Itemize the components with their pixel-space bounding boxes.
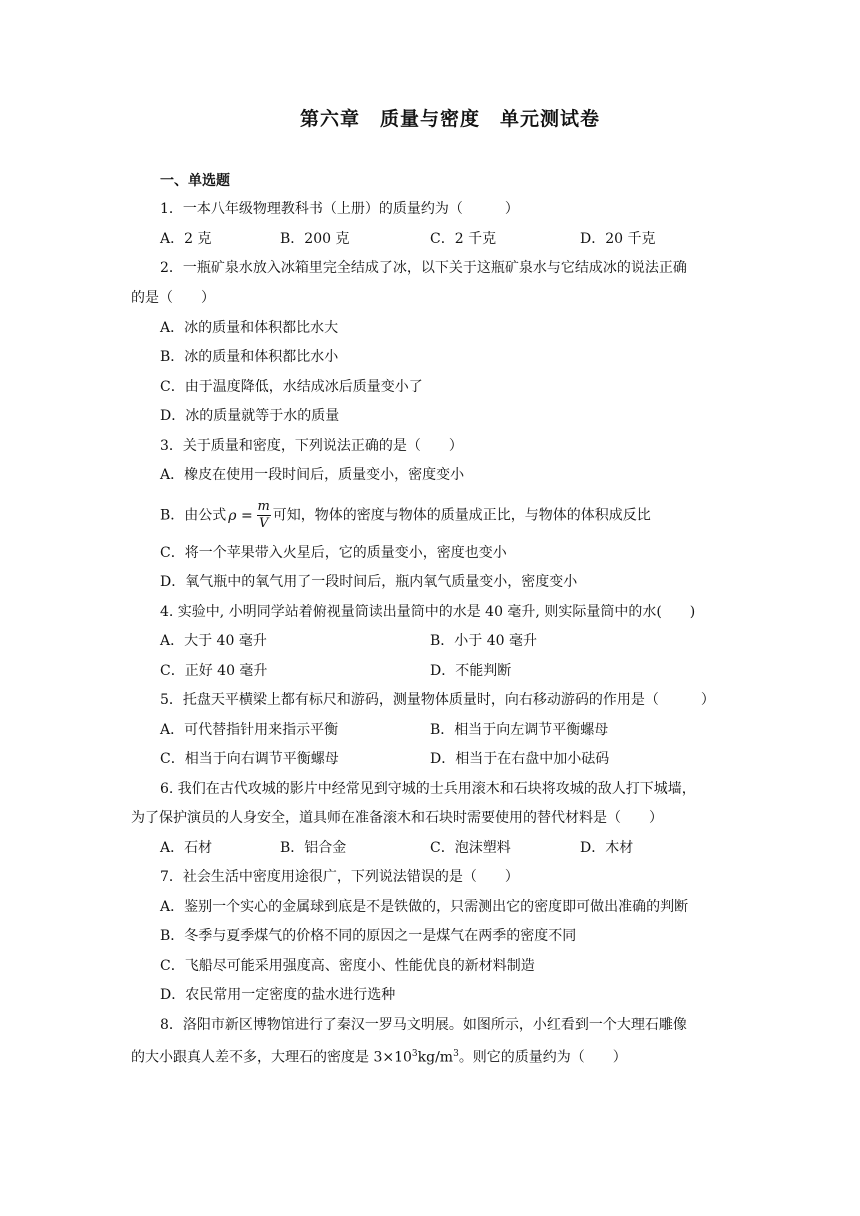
question-5-stem: 5．托盘天平横梁上都有标尺和游码，测量物体质量时，向右移动游码的作用是（ ） (160, 692, 715, 708)
question-5-option-c: C．相当于向右调节平衡螺母 (160, 751, 339, 767)
q8-line2-prefix: 的大小跟真人差不多，大理石的密度是 3×10 (131, 1049, 412, 1066)
fraction-numerator: m (257, 499, 270, 514)
question-2-option-b: B．冰的质量和体积都比水小 (160, 349, 339, 365)
question-7-option-b: B．冬季与夏季煤气的价格不同的原因之一是煤气在两季的密度不同 (160, 928, 577, 944)
question-6-stem-line-2: 为了保护演员的人身安全，道具师在准备滚木和石块时需要使用的替代材料是（ ） (131, 810, 663, 826)
question-1-option-a: A．2 克 (160, 231, 212, 247)
question-2-option-d: D．冰的质量就等于水的质量 (160, 408, 340, 424)
question-3-option-d: D．氧气瓶中的氧气用了一段时间后，瓶内氧气质量变小，密度变小 (160, 574, 578, 590)
question-2-stem-line-1: 2．一瓶矿泉水放入冰箱里完全结成了冰，以下关于这瓶矿泉水与它结成冰的说法正确 (160, 260, 687, 276)
question-6-stem-line-1: 6. 我们在古代攻城的影片中经常见到守城的士兵用滚木和石块将攻城的敌人打下城墙， (160, 781, 696, 797)
question-2-option-a: A．冰的质量和体积都比水大 (160, 320, 339, 336)
question-7-option-c: C．飞船尽可能采用强度高、密度小、性能优良的新材料制造 (160, 958, 535, 974)
fraction-denominator: V (259, 516, 269, 531)
section-heading: 一、单选题 (160, 173, 230, 189)
q8-exponent: 3 (411, 1049, 418, 1059)
question-8-stem-line-1: 8．洛阳市新区博物馆进行了秦汉一罗马文明展。如图所示，小红看到一个大理石雕像 (160, 1017, 687, 1033)
question-7-option-a: A．鉴别一个实心的金属球到底是不是铁做的，只需测出它的密度即可做出准确的判断 (160, 899, 689, 915)
q8-line2-suffix: 。则它的质量约为（ ） (458, 1049, 627, 1066)
option-b-suffix: 可知，物体的密度与物体的质量成正比，与物体的体积成反比 (272, 507, 651, 524)
density-fraction (257, 500, 271, 531)
question-5-option-d: D．相当于在右盘中加小砝码 (430, 751, 610, 767)
question-7-stem: 7．社会生活中密度用途很广，下列说法错误的是（ ） (160, 869, 519, 885)
option-b-prefix: B．由公式 (160, 507, 227, 524)
question-3-option-c: C．将一个苹果带入火星后，它的质量变小，密度也变小 (160, 545, 507, 561)
question-7-option-d: D．农民常用一定密度的盐水进行选种 (160, 987, 396, 1003)
question-2-stem-line-2: 的是（ ） (131, 290, 215, 306)
question-6-option-a: A．石材 (160, 840, 213, 856)
q8-unit-exponent: 3 (453, 1049, 459, 1059)
question-4-option-d: D．不能判断 (430, 663, 512, 679)
question-6-option-c: C．泡沫塑料 (430, 840, 511, 856)
question-4-option-a: A．大于 40 毫升 (160, 633, 267, 649)
rho-symbol: ρ = (228, 507, 253, 524)
question-1-option-c: C．2 千克 (430, 231, 497, 247)
question-4-option-b: B．小于 40 毫升 (430, 633, 538, 649)
page-title: 第六章 质量与密度 单元测试卷 (299, 108, 600, 130)
question-3-option-a: A．橡皮在使用一段时间后，质量变小，密度变小 (160, 467, 465, 483)
question-1-stem: 1．一本八年级物理教科书（上册）的质量约为（ ） (160, 201, 519, 217)
question-5-option-a: A．可代替指针用来指示平衡 (160, 722, 339, 738)
question-8-stem-line-2 (131, 1044, 627, 1068)
q8-unit: kg/m (417, 1049, 454, 1066)
question-1-option-b: B．200 克 (280, 231, 350, 247)
question-5-option-b: B．相当于向左调节平衡螺母 (430, 722, 609, 738)
question-6-option-d: D．木材 (580, 840, 634, 856)
question-1-option-d: D．20 千克 (580, 231, 656, 247)
question-6-option-b: B．铝合金 (280, 840, 347, 856)
question-2-option-c: C．由于温度降低，水结成冰后质量变小了 (160, 379, 423, 395)
question-3-stem: 3．关于质量和密度，下列说法正确的是（ ） (160, 438, 463, 454)
question-3-option-b (160, 500, 651, 531)
question-4-stem: 4. 实验中, 小明同学站着俯视量筒读出量筒中的水是 40 毫升, 则实际量筒中的水( ) (160, 604, 696, 620)
question-4-option-c: C．正好 40 毫升 (160, 663, 268, 679)
